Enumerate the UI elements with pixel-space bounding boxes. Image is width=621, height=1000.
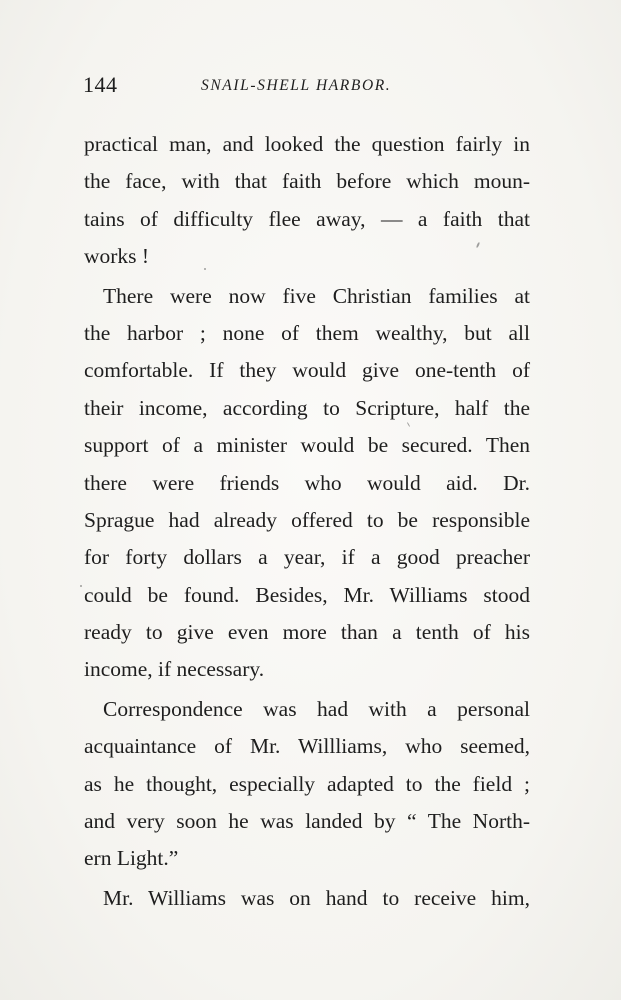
paragraph xyxy=(84,880,530,917)
print-speck xyxy=(204,268,206,270)
text-line: the harbor ; none of them wealthy, but all xyxy=(84,320,530,345)
paragraph xyxy=(84,278,530,689)
text-line: Correspondence was had with a personal xyxy=(103,696,530,721)
text-line: the face, with that faith before which moun- xyxy=(84,169,530,194)
text-line: as he thought, especially adapted to the field ; xyxy=(84,771,530,796)
text-line: practical man, and looked the question fairly in xyxy=(84,132,530,156)
text-line: tains of difficulty flee away, — a faith that xyxy=(84,206,530,231)
body-text xyxy=(84,126,530,917)
page-header xyxy=(83,72,533,102)
text-line: works ! xyxy=(84,244,150,269)
text-line: There were now five Christian families at xyxy=(103,283,530,308)
text-line: Mr. Williams was on hand to receive him, xyxy=(103,885,530,910)
text-line: income, if necessary. xyxy=(84,657,265,682)
text-line: for forty dollars a year, if a good preacher xyxy=(84,545,530,570)
paragraph xyxy=(84,691,530,878)
text-line: could be found. Besides, Mr. Williams stood xyxy=(84,582,530,607)
text-line: ready to give even more than a tenth of his xyxy=(84,620,530,645)
text-line: ern Light.” xyxy=(84,846,179,871)
text-line: and very soon he was landed by “ The North- xyxy=(84,809,530,834)
print-speck xyxy=(80,585,82,587)
page-number: 144 xyxy=(83,72,118,97)
text-line: comfortable. If they would give one-tenth of xyxy=(84,358,530,383)
paragraph xyxy=(84,126,530,276)
text-line: Sprague had already offered to be responsible xyxy=(84,507,530,532)
text-line: their income, according to Scripture, half the xyxy=(84,395,530,420)
text-line: there were friends who would aid. Dr. xyxy=(84,470,530,495)
text-line: acquaintance of Mr. Willliams, who seemed, xyxy=(84,734,530,759)
running-title: SNAIL-SHELL HARBOR. xyxy=(201,77,392,94)
text-line: support of a minister would be secured. Then xyxy=(84,433,530,458)
